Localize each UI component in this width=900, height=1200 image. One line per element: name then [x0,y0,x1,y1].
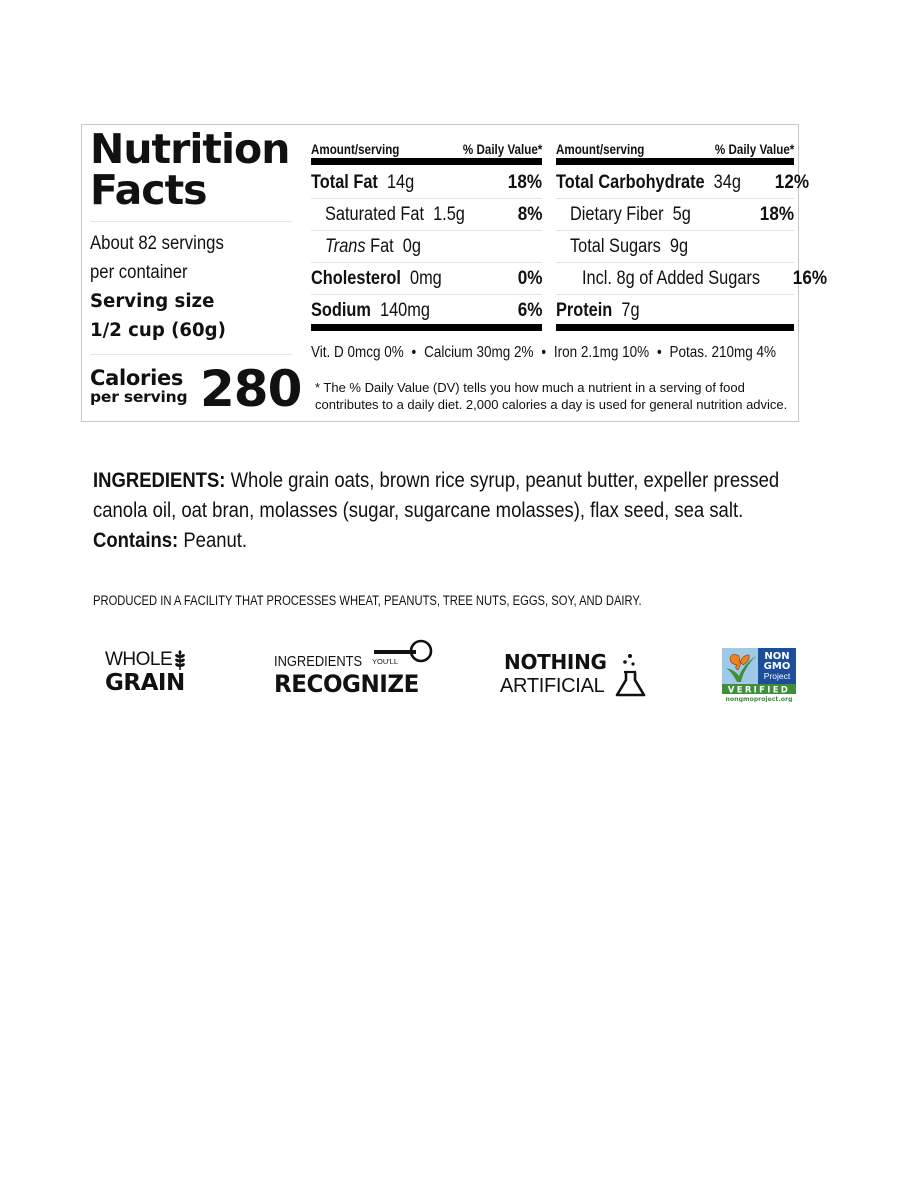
iron: Iron 2.1mg 10% [553,344,650,361]
nutrient-amount: 14g [386,171,415,193]
non-gmo-verified-logo [722,648,796,702]
magnifier-icon [374,638,434,668]
divider [90,221,292,222]
ingredients-label: INGREDIENTS: [93,469,226,492]
badge-line-2: ARTIFICIAL [500,675,605,697]
nutrient-dv: 0% [517,267,542,289]
potassium: Potas. 210mg 4% [669,344,776,361]
daily-value-footnote [315,379,792,413]
contains-label: Contains: [93,529,179,552]
nutrition-facts-title [90,125,300,214]
divider [90,354,292,355]
table-header [311,137,542,157]
nutrient-amount: 0g [402,235,421,257]
vitamins-minerals [311,343,776,363]
calcium: Calcium 30mg 2% [424,344,534,361]
nutrient-dv: 8% [517,203,542,225]
separator: • [541,344,547,361]
serving-size-value: 1/2 cup (60g) [90,320,226,341]
thick-rule [311,158,542,165]
footnote-line-1: * The % Daily Value (DV) tells you how much a nutrient in a serving of food [315,380,745,395]
servings-per-container [90,229,270,287]
nutrient-name: Total Carbohydrate [556,171,705,193]
ngmo-gmo: GMO [763,661,791,672]
table-rows [311,167,542,327]
header-daily-value: % Daily Value* [462,142,542,157]
table-row [311,199,542,231]
calories-per-serving: per serving [90,388,188,406]
whole-grain-badge [105,650,187,696]
nutrient-name: Incl. 8g of Added Sugars [582,267,761,289]
nutrient-name: Sodium [311,300,371,321]
ngmo-url: nongmoproject.org [725,696,793,702]
table-row [311,263,542,295]
table-rows [556,167,828,327]
nutrient-dv: 6% [517,300,542,321]
vitamin-d: Vit. D 0mcg 0% [311,344,404,361]
title-line-2: Facts [90,166,207,214]
badge-line-2: GRAIN [105,670,185,696]
badge-line-2: RECOGNIZE [274,670,419,698]
nutrient-name-suffix: Fat [370,235,394,257]
ngmo-non: NON [764,651,790,662]
servings-line-1: About 82 servings [90,233,224,254]
nutrient-name: Dietary Fiber [570,203,664,225]
nutrient-amount: 1.5g [433,203,465,225]
flask-icon [613,650,649,698]
table-row [556,231,794,263]
header-daily-value: % Daily Value* [714,142,794,157]
ngmo-verified: VERIFIED [727,685,791,696]
nutrient-dv: 18% [759,203,794,225]
servings-line-2: per container [90,262,188,283]
nutrient-amount: 7g [621,300,640,321]
nutrient-name: Cholesterol [311,267,401,289]
calories-label [90,367,187,406]
nutrient-dv: 12% [774,171,810,193]
nutrient-dv: 16% [792,267,828,289]
footnote-line-2: contributes to a daily diet. 2,000 calories a day is used for general nutrition advice. [315,397,788,412]
table-row [556,295,794,327]
nutrition-facts-label [81,124,828,422]
nutrient-name: Saturated Fat [325,203,425,225]
thick-rule [311,324,542,331]
table-header [556,137,794,157]
badge-line-1: WHOLE [105,649,173,670]
badge-line-1: NOTHING [504,650,607,674]
ingredients-recognize-badge [274,638,444,700]
contains-text: Peanut. [183,529,248,552]
thick-rule [556,158,794,165]
nutrient-name: Total Fat [311,171,378,193]
separator: • [411,344,417,361]
nutrient-name: Total Sugars [570,235,661,257]
badge-small-text: YOU'LL [372,657,399,666]
label-summary [90,125,302,421]
nothing-artificial-badge [500,650,650,700]
serving-size-label: Serving size [90,291,215,312]
table-row [311,231,542,263]
nutrient-amount: 5g [672,203,691,225]
ngmo-project: Project [763,671,791,681]
header-amount: Amount/serving [311,142,400,157]
serving-size [90,287,296,345]
table-row [556,167,810,199]
nutrient-amount: 9g [669,235,689,257]
calories-word: Calories [90,366,184,390]
table-row [311,295,542,327]
table-row [556,199,794,231]
ingredients-text-1: Whole grain oats, brown rice syrup, peanut butter, expeller pressed [230,469,780,492]
table-row [311,167,542,199]
ingredients-section [93,466,806,556]
title-line-1: Nutrition [90,125,290,173]
facility-allergen-statement: PRODUCED IN A FACILITY THAT PROCESSES WHEAT, PEANUTS, TREE NUTS, EGGS, SOY, AND DAIRY. [93,593,642,608]
header-amount: Amount/serving [556,142,645,157]
separator: • [656,344,662,361]
wheat-icon [173,650,187,670]
table-row [556,263,828,295]
nutrient-amount: 140mg [380,300,430,321]
nutrient-name: Trans [325,235,366,257]
nutrient-name: Protein [556,300,613,321]
nutrient-amount: 34g [713,171,741,193]
badge-line-1: INGREDIENTS [274,653,363,670]
thick-rule [556,324,794,331]
nutrient-dv: 18% [507,171,542,193]
nutrient-amount: 0mg [409,267,442,289]
calories-value: 280 [200,360,302,418]
ingredients-text-2: canola oil, oat bran, molasses (sugar, sugarcane molasses), flax seed, sea salt. [93,499,744,522]
non-gmo-project-badge [722,648,796,702]
